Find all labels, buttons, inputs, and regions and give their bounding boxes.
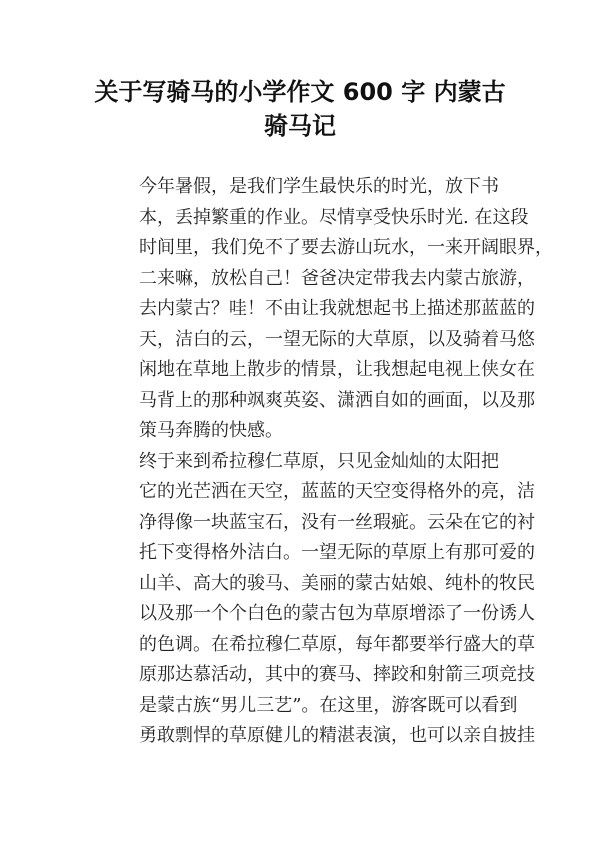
text-line: 去内蒙古？哇！不由让我就想起书上描述那蓝蓝的 bbox=[139, 298, 535, 319]
title-line-2: 骑马记 bbox=[264, 112, 336, 140]
text-line: 马背上的那种飒爽英姿、潇洒自如的画面，以及那 bbox=[139, 389, 535, 411]
paragraph-1 bbox=[103, 172, 553, 447]
text-line: 山羊、高大的骏马、美丽的蒙古姑娘、纯朴的牧民 bbox=[139, 572, 535, 594]
title-line-1: 关于写骑马的小学作文 600 字 内蒙古 bbox=[94, 78, 506, 106]
text-line: 本，丢掉繁重的作业。尽情享受快乐时光. 在这段 bbox=[139, 206, 529, 228]
text-line: 原那达慕活动，其中的赛马、摔跤和射箭三项竞技 bbox=[139, 664, 535, 685]
paragraph-2 bbox=[103, 447, 535, 752]
text-line: 时间里，我们免不了要去游山玩水，一来开阔眼界， bbox=[139, 237, 553, 258]
text-line: 它的光芒洒在天空，蓝蓝的天空变得格外的亮，洁 bbox=[139, 481, 535, 502]
text-line: 勇敢剽悍的草原健儿的精湛表演，也可以亲自披挂 bbox=[139, 725, 535, 746]
text-line: 闲地在草地上散步的情景，让我想起电视上侠女在 bbox=[139, 359, 535, 380]
text-line: 策马奔腾的快感。 bbox=[139, 420, 283, 441]
text-line: 以及那一个个白色的蒙古包为草原增添了一份诱人 bbox=[139, 603, 535, 624]
text-line: 终于来到希拉穆仁草原，只见金灿灿的太阳把 bbox=[139, 450, 499, 472]
text-line: 是蒙古族“男儿三艺”。在这里，游客既可以看到 bbox=[139, 694, 518, 716]
document-title bbox=[90, 75, 510, 143]
text-line: 的色调。在希拉穆仁草原，每年都要举行盛大的草 bbox=[139, 633, 535, 655]
text-line: 净得像一块蓝宝石，没有一丝瑕疵。云朵在它的衬 bbox=[139, 511, 535, 533]
document-body bbox=[103, 172, 553, 752]
text-line: 托下变得格外洁白。一望无际的草原上有那可爱的 bbox=[139, 542, 535, 563]
text-line: 天，洁白的云，一望无际的大草原，以及骑着马悠 bbox=[139, 328, 535, 350]
text-line: 今年暑假，是我们学生最快乐的时光，放下书 bbox=[139, 176, 499, 197]
text-line: 二来嘛，放松自己！爸爸决定带我去内蒙古旅游， bbox=[139, 267, 535, 289]
